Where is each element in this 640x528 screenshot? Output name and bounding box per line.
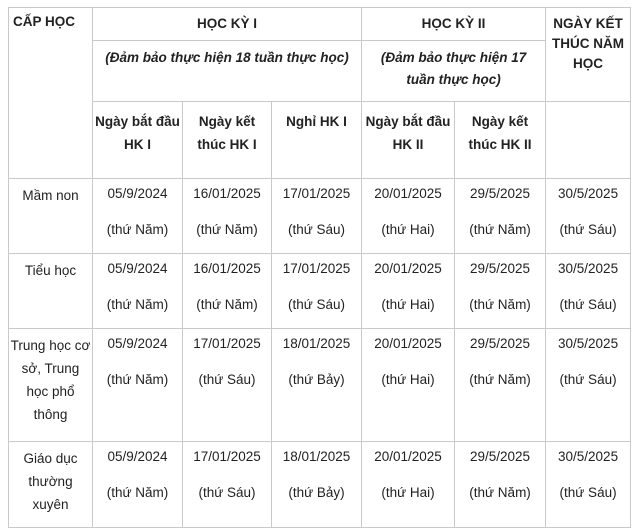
cell-weekday: (thứ Sáu) — [287, 222, 346, 237]
cell-weekday: (thứ Sáu) — [559, 485, 617, 500]
cell-weekday: (thứ Năm) — [196, 222, 258, 237]
header-col-end-year-blank — [546, 102, 631, 179]
header-end-year: NGÀY KẾT THÚC NĂM HỌC — [546, 8, 631, 102]
cell-break-hk1 — [272, 179, 362, 254]
row-level: Mầm non — [9, 179, 93, 254]
cell-weekday: (thứ Sáu) — [559, 297, 617, 312]
header-hk1-title: HỌC KỲ I — [93, 8, 362, 41]
cell-date: 05/9/2024 — [107, 261, 168, 276]
header-col-end-hk1: Ngày kết thúc HK I — [183, 102, 272, 179]
cell-date: 20/01/2025 — [374, 449, 442, 464]
header-row-3 — [9, 102, 631, 179]
cell-end-year — [546, 254, 631, 329]
cell-end-year — [546, 179, 631, 254]
cell-date: 30/5/2025 — [558, 336, 619, 351]
cell-weekday: (thứ Sáu) — [559, 372, 617, 387]
cell-weekday: (thứ Năm) — [469, 222, 531, 237]
cell-weekday: (thứ Sáu) — [559, 222, 617, 237]
cell-date: 18/01/2025 — [282, 336, 351, 351]
table-row — [9, 254, 631, 329]
cell-start-hk2 — [362, 179, 455, 254]
header-hk2-title: HỌC KỲ II — [362, 8, 546, 41]
cell-weekday: (thứ Năm) — [106, 297, 169, 312]
cell-start-hk2 — [362, 254, 455, 329]
header-hk1-note: (Đảm bảo thực hiện 18 tuần thực học) — [93, 41, 362, 102]
cell-date: 05/9/2024 — [107, 186, 168, 201]
cell-date: 30/5/2025 — [558, 261, 619, 276]
cell-date: 16/01/2025 — [193, 261, 261, 276]
cell-end-hk2 — [455, 329, 546, 442]
table-row — [9, 442, 631, 528]
cell-date: 17/01/2025 — [282, 261, 351, 276]
cell-date: 29/5/2025 — [470, 449, 531, 464]
cell-end-hk1 — [183, 179, 272, 254]
cell-weekday: (thứ Năm) — [106, 222, 169, 237]
school-year-schedule-table — [8, 7, 631, 528]
cell-date: 20/01/2025 — [374, 261, 442, 276]
cell-weekday: (thứ Năm) — [106, 372, 169, 387]
cell-break-hk1 — [272, 329, 362, 442]
cell-weekday: (thứ Sáu) — [198, 485, 256, 500]
cell-weekday: (thứ Sáu) — [198, 372, 256, 387]
cell-weekday: (thứ Hai) — [381, 372, 435, 387]
header-col-end-hk2: Ngày kết thúc HK II — [455, 102, 546, 179]
cell-date: 29/5/2025 — [470, 186, 531, 201]
row-level: Tiểu học — [9, 254, 93, 329]
cell-weekday: (thứ Sáu) — [287, 297, 346, 312]
cell-start-hk2 — [362, 329, 455, 442]
cell-start-hk1 — [93, 329, 183, 442]
cell-start-hk1 — [93, 442, 183, 528]
cell-weekday: (thứ Năm) — [469, 372, 531, 387]
row-level: Trung học cơ sở, Trung học phổ thông — [9, 329, 93, 442]
cell-date: 29/5/2025 — [470, 261, 531, 276]
cell-date: 29/5/2025 — [470, 336, 531, 351]
cell-date: 18/01/2025 — [282, 449, 351, 464]
cell-break-hk1 — [272, 254, 362, 329]
header-cap-hoc: CẤP HỌC — [9, 8, 93, 179]
cell-end-year — [546, 329, 631, 442]
cell-end-hk2 — [455, 442, 546, 528]
cell-weekday: (thứ Bảy) — [288, 485, 345, 500]
cell-date: 16/01/2025 — [193, 186, 261, 201]
cell-start-hk1 — [93, 179, 183, 254]
header-col-start-hk1: Ngày bắt đầu HK I — [93, 102, 183, 179]
cell-date: 17/01/2025 — [193, 449, 261, 464]
header-col-start-hk2: Ngày bắt đầu HK II — [362, 102, 455, 179]
cell-end-year — [546, 442, 631, 528]
cell-date: 05/9/2024 — [107, 449, 168, 464]
cell-date: 17/01/2025 — [282, 186, 351, 201]
table-row — [9, 179, 631, 254]
cell-date: 05/9/2024 — [107, 336, 168, 351]
header-row-1 — [9, 8, 631, 41]
cell-end-hk1 — [183, 329, 272, 442]
cell-start-hk1 — [93, 254, 183, 329]
cell-weekday: (thứ Bảy) — [288, 372, 345, 387]
row-level: Giáo dục thường xuyên — [9, 442, 93, 528]
cell-end-hk2 — [455, 179, 546, 254]
table-row — [9, 329, 631, 442]
header-row-2 — [9, 41, 631, 102]
cell-end-hk1 — [183, 442, 272, 528]
cell-weekday: (thứ Hai) — [381, 222, 435, 237]
cell-date: 17/01/2025 — [193, 336, 261, 351]
cell-weekday: (thứ Năm) — [469, 297, 531, 312]
cell-weekday: (thứ Năm) — [469, 485, 531, 500]
cell-date: 30/5/2025 — [558, 449, 619, 464]
cell-weekday: (thứ Hai) — [381, 297, 435, 312]
cell-end-hk1 — [183, 254, 272, 329]
cell-weekday: (thứ Năm) — [196, 297, 258, 312]
cell-weekday: (thứ Năm) — [106, 485, 169, 500]
cell-start-hk2 — [362, 442, 455, 528]
cell-date: 30/5/2025 — [558, 186, 619, 201]
cell-weekday: (thứ Hai) — [381, 485, 435, 500]
header-col-break-hk1: Nghỉ HK I — [272, 102, 362, 179]
cell-date: 20/01/2025 — [374, 186, 442, 201]
cell-end-hk2 — [455, 254, 546, 329]
cell-date: 20/01/2025 — [374, 336, 442, 351]
header-hk2-note: (Đảm bảo thực hiện 17 tuần thực học) — [362, 41, 546, 102]
cell-break-hk1 — [272, 442, 362, 528]
